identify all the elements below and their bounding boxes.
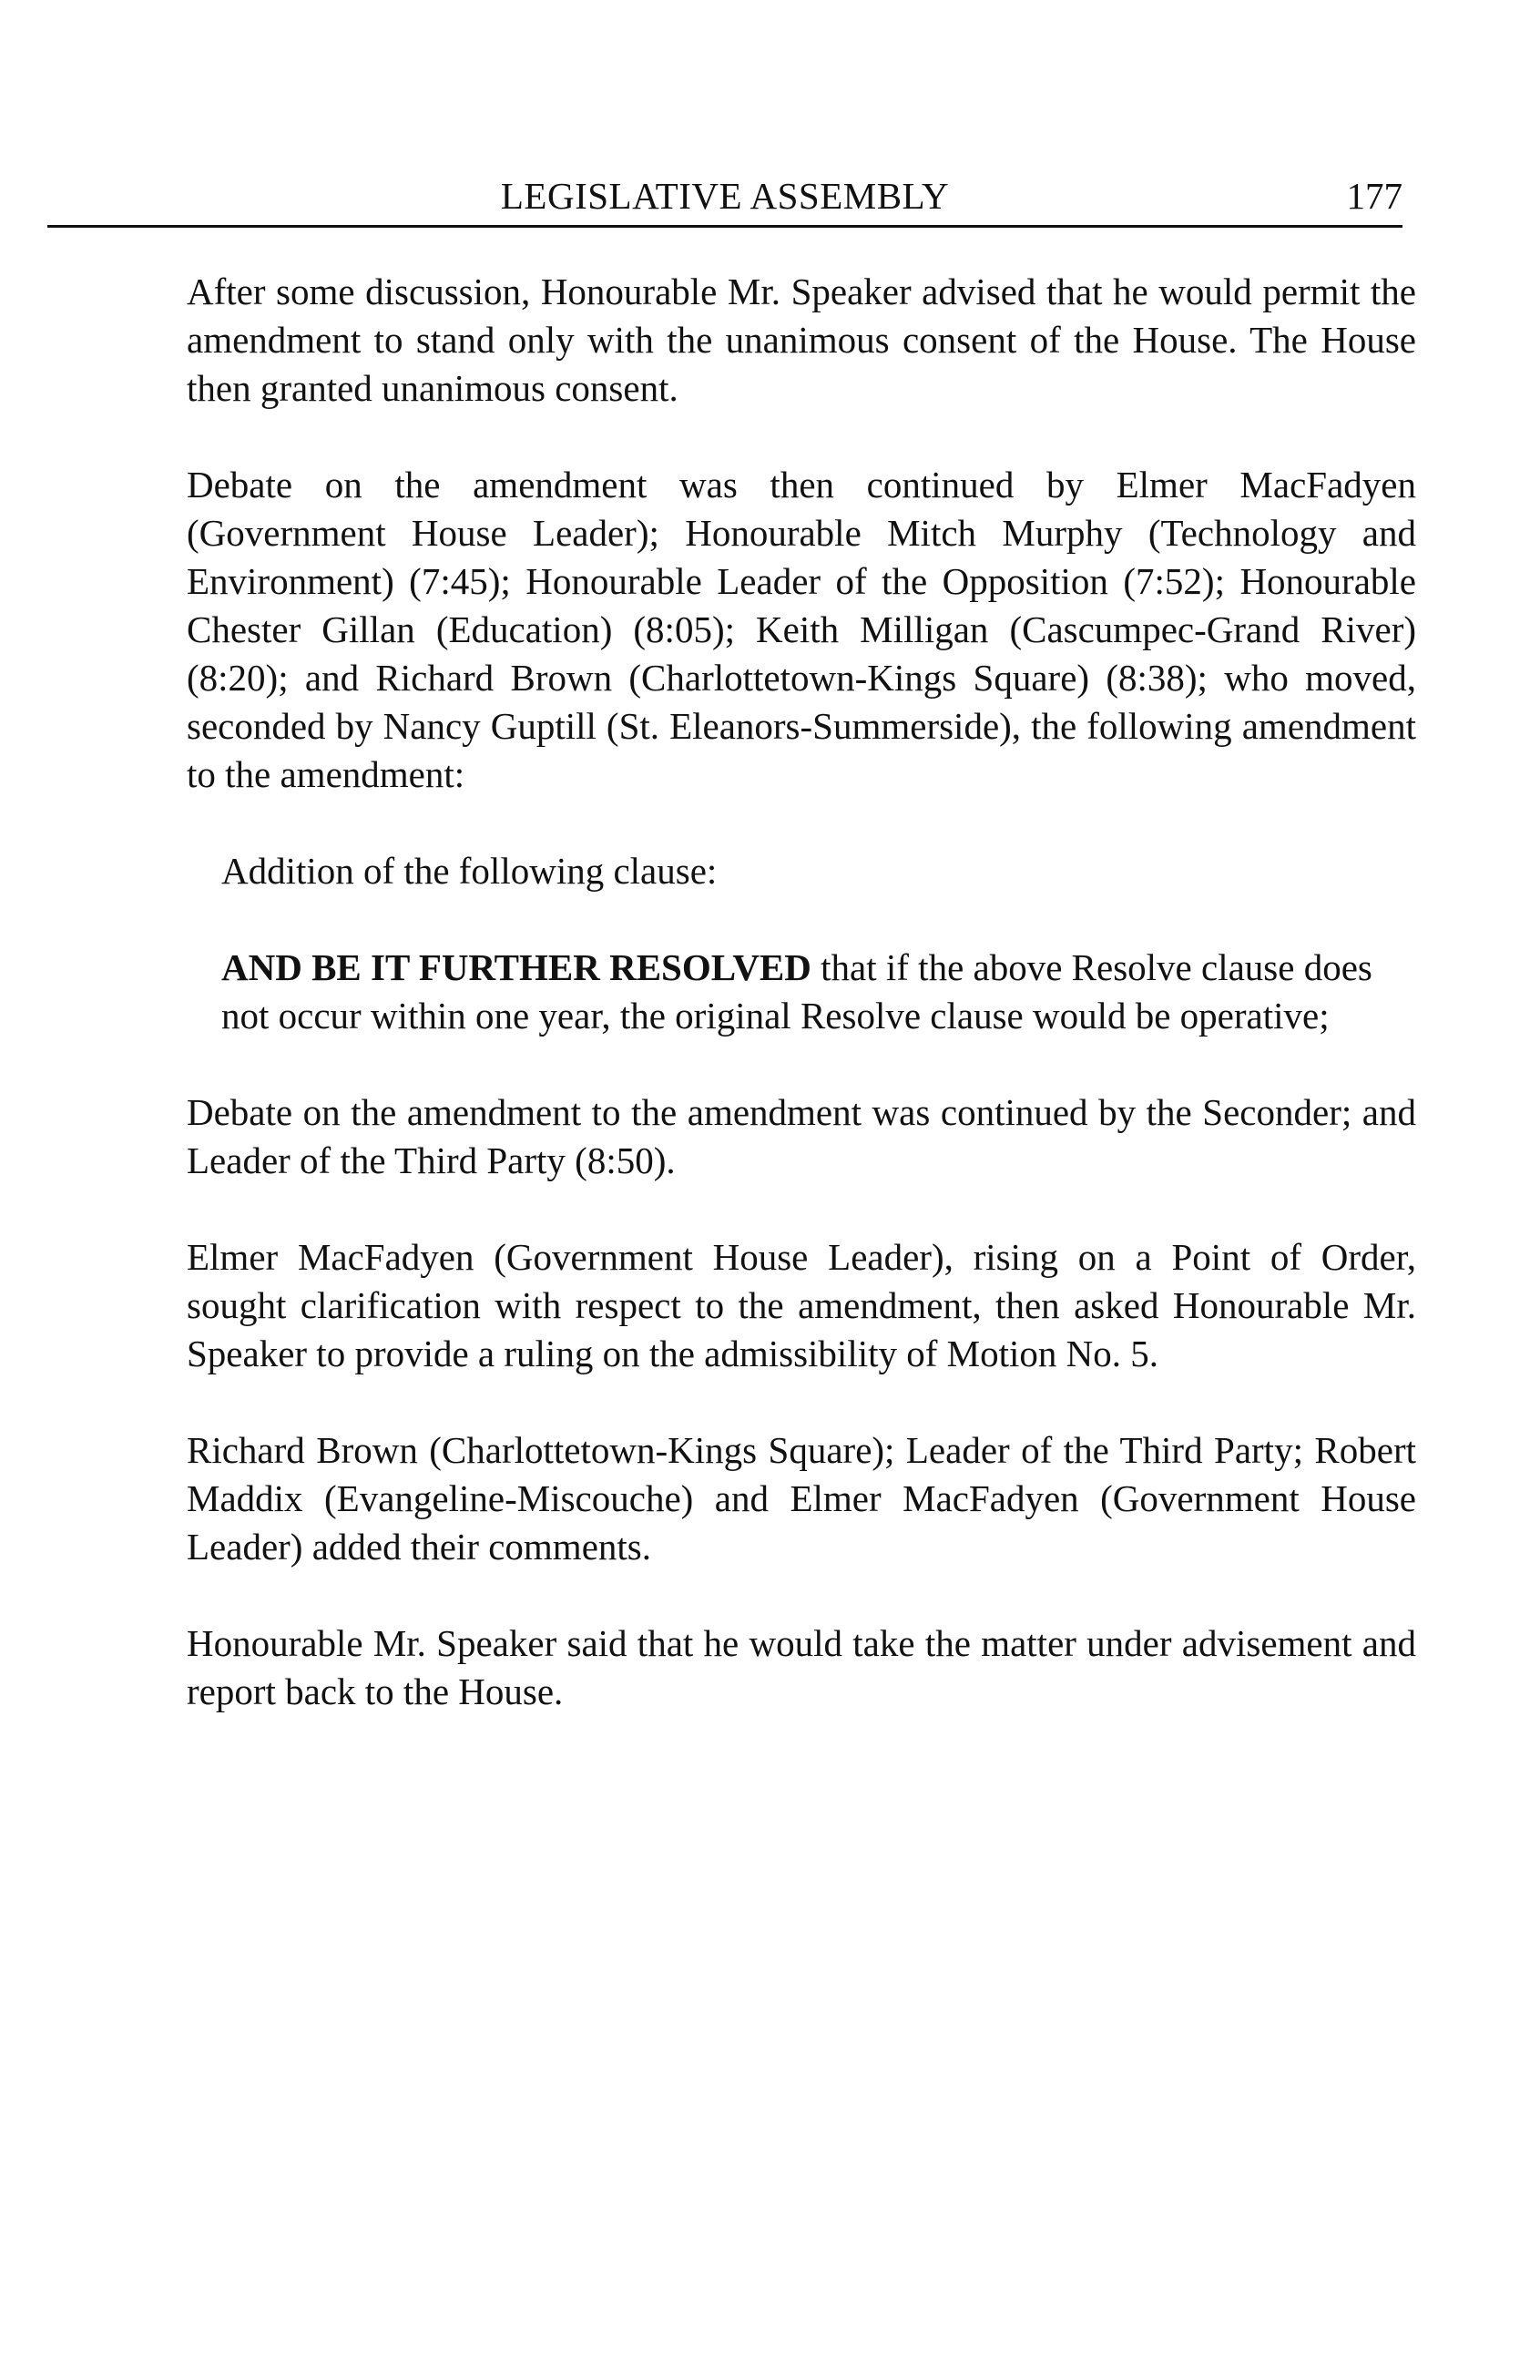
paragraph-comments: Richard Brown (Charlottetown-Kings Square); Leader of the Third Party; Robert Maddix (Evangeline-Miscouche) and Elmer MacFadyen (Government House Leader) added their comments. <box>187 1429 1416 1568</box>
paragraph-debate: Debate on the amendment was then continued by Elmer MacFadyen (Government House Leader); Honourable Mitch Murphy (Technology and Environment) (7:45); Honourable Leader of the Opposition (7:52); Honourable Chester Gillan (Education) (8:05); Keith Milligan (Cascumpec-Grand River) (8:20); and Richard Brown (Charlottetown-Kings Square) (8:38); who moved, seconded by Nancy Guptill (St. Eleanors-Summerside), the following amendment to the amendment: <box>187 464 1416 795</box>
page-number: 177 <box>1346 175 1402 217</box>
paragraph-seconder: Debate on the amendment to the amendment was continued by the Seconder; and Leader of the Third Party (8:50). <box>187 1091 1416 1181</box>
resolved-clause <box>187 944 1416 1040</box>
header-rule <box>47 225 1402 228</box>
resolved-clause-text: that if the above Resolve clause does not occur within one year, the original Resolve clause would be operative; <box>221 946 1372 1037</box>
paragraph-consent: After some discussion, Honourable Mr. Speaker advised that he would permit the amendment to stand only with the unanimous consent of the House. The House then granted unanimous consent. <box>187 271 1416 409</box>
paragraph-point-of-order: Elmer MacFadyen (Government House Leader), rising on a Point of Order, sought clarification with respect to the amendment, then asked Honourable Mr. Speaker to provide a ruling on the admissibility of Motion No. 5. <box>187 1236 1416 1374</box>
resolved-clause-lead: AND BE IT FURTHER RESOLVED <box>221 946 811 988</box>
running-header <box>47 173 1402 228</box>
header-title: LEGISLATIVE ASSEMBLY <box>500 175 950 217</box>
body-text <box>187 268 1416 1764</box>
addition-intro: Addition of the following clause: <box>221 850 718 892</box>
paragraph-advisement: Honourable Mr. Speaker said that he would take the matter under advisement and report back to the House. <box>187 1622 1416 1712</box>
